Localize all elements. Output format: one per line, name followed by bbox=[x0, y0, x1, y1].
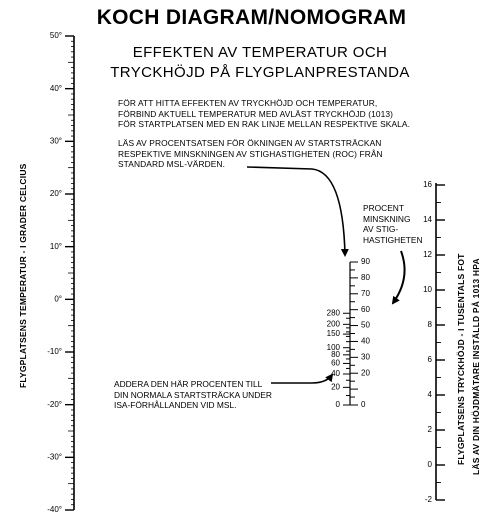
takeoff-tick-label: 100 bbox=[326, 342, 340, 352]
takeoff-tick-label: 150 bbox=[326, 329, 340, 339]
temperature-tick-label: 10° bbox=[49, 241, 62, 251]
altitude-tick-label: 8 bbox=[427, 320, 432, 330]
temperature-tick-label: -40° bbox=[47, 505, 62, 515]
roc-tick-label: 40 bbox=[361, 336, 370, 346]
takeoff-tick-label: 60 bbox=[331, 358, 340, 368]
roc-tick-label: 60 bbox=[361, 304, 370, 314]
temperature-tick-label: 40° bbox=[49, 83, 62, 93]
takeoff-percent-scale bbox=[327, 308, 350, 409]
roc-tick-label: 70 bbox=[361, 288, 370, 298]
altitude-tick-label: 2 bbox=[427, 425, 432, 435]
temperature-scale bbox=[47, 31, 74, 514]
instruction-line: FÖR ATT HITTA EFFEKTEN AV TRYCKHÖJD OCH TEMPERATUR, bbox=[118, 98, 378, 108]
temperature-tick-label: -30° bbox=[47, 452, 62, 462]
roc-note-line: AV STIG- bbox=[363, 224, 399, 235]
leader-arrow-to-roc-top bbox=[247, 167, 345, 255]
roc-tick-label: 20 bbox=[361, 368, 370, 378]
takeoff-tick-label: 280 bbox=[326, 308, 340, 318]
takeoff-tick-label: 40 bbox=[331, 369, 340, 379]
roc-note-line: PROCENT bbox=[363, 203, 404, 213]
instruction-line: STANDARD MSL-VÄRDEN. bbox=[118, 159, 226, 170]
altitude-tick-label: 0 bbox=[427, 460, 432, 470]
roc-tick-label: 30 bbox=[361, 352, 370, 362]
diagram-title: KOCH DIAGRAM/NOMOGRAM bbox=[96, 6, 407, 29]
temperature-tick-label: -20° bbox=[47, 399, 62, 409]
altitude-tick-label: 16 bbox=[423, 180, 432, 190]
altitude-tick-label: 6 bbox=[427, 355, 432, 365]
subtitle-line-2: TRYCKHÖJD PÅ FLYGPLANPRESTANDA bbox=[110, 64, 410, 81]
takeoff-tick-label: 0 bbox=[335, 400, 340, 410]
takeoff-tick-label: 200 bbox=[326, 319, 340, 329]
altitude-tick-label: 12 bbox=[423, 250, 432, 260]
leader-arrow-takeoff-note bbox=[271, 375, 332, 383]
roc-note-line: HASTIGHETEN bbox=[363, 234, 423, 245]
roc-tick-label: 90 bbox=[361, 257, 370, 267]
roc-tick-label: 80 bbox=[361, 272, 370, 282]
altitude-tick-label: 4 bbox=[427, 390, 432, 400]
takeoff-note-line: ISA-FÖRHÅLLANDEN VID MSL. bbox=[114, 400, 237, 411]
roc-tick-label: 50 bbox=[361, 320, 370, 330]
takeoff-tick-label: 20 bbox=[331, 382, 340, 392]
altitude-scale bbox=[423, 180, 445, 504]
takeoff-note-line: ADDERA DEN HÄR PROCENTEN TILL bbox=[114, 379, 263, 389]
subtitle-line-1: EFFEKTEN AV TEMPERATUR OCH bbox=[132, 44, 388, 61]
instruction-line: RESPEKTIVE MINSKNINGEN AV STIGHASTIGHETEN (ROC) FRÅN bbox=[118, 148, 383, 159]
temperature-axis-label: FLYGPLATSENS TEMPERATUR - I GRADER CELCIUS bbox=[18, 163, 28, 388]
altitude-tick-label: -2 bbox=[424, 495, 432, 505]
temperature-tick-label: -10° bbox=[47, 347, 62, 357]
roc-tick-label: 0 bbox=[361, 400, 366, 410]
temperature-tick-label: 30° bbox=[49, 136, 62, 146]
temperature-tick-label: 50° bbox=[49, 31, 62, 41]
leader-arrow-roc-note bbox=[393, 251, 405, 303]
instruction-line: FÖRBIND AKTUELL TEMPERATUR MED AVLÄST TRYCKHÖJD (1013) bbox=[118, 108, 394, 119]
instruction-line: FÖR STARTPLATSEN MED EN RAK LINJE MELLAN RESPEKTIVE SKALA. bbox=[118, 119, 411, 130]
temperature-tick-label: 20° bbox=[49, 189, 62, 199]
altitude-tick-label: 10 bbox=[423, 285, 432, 295]
instruction-line: LÄS AV PROCENTSATSEN FÖR ÖKNINGEN AV STARTSTRÄCKAN bbox=[118, 138, 382, 148]
roc-percent-scale bbox=[350, 257, 370, 409]
altitude-axis-note: LÄS AV DIN HÖJDMÄTARE INSTÄLLD PÅ 1013 HPA bbox=[471, 258, 481, 475]
takeoff-note-line: DIN NORMALA STARTSTRÄCKA UNDER bbox=[114, 389, 272, 400]
altitude-tick-label: 14 bbox=[423, 215, 432, 225]
roc-note-line: MINSKNING bbox=[363, 213, 411, 224]
temperature-tick-label: 0° bbox=[54, 294, 62, 304]
takeoff-tick-label: 80 bbox=[331, 349, 340, 359]
altitude-axis-label: FLYGPLATSENS TRYCKHÖJD - I TUSENTALS FOT bbox=[456, 253, 466, 465]
